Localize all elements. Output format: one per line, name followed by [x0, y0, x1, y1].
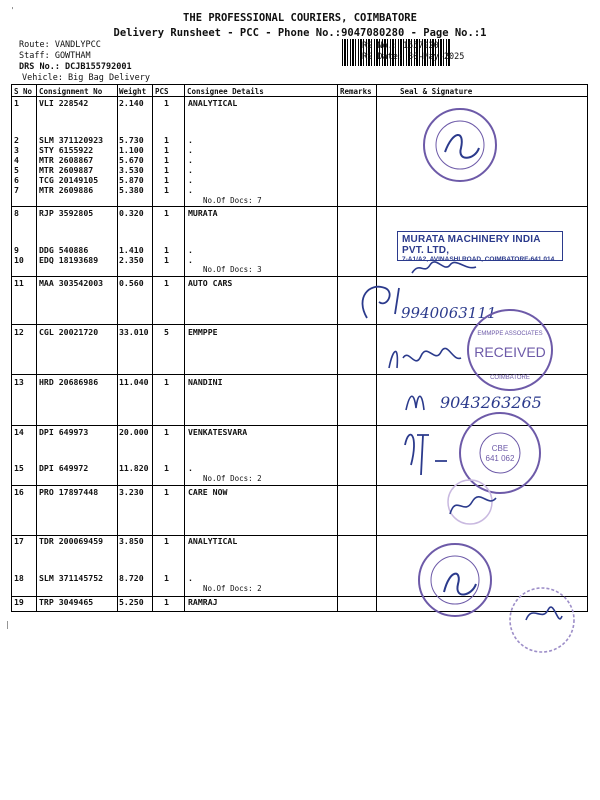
- analytical-stamp-1: [405, 100, 515, 190]
- table-cell: .: [188, 165, 193, 175]
- table-cell: 33.010: [119, 327, 149, 337]
- col-seal: Seal & Signature: [400, 87, 473, 96]
- table-cell: 18: [14, 573, 24, 583]
- table-cell: SLM 371145752: [39, 573, 104, 583]
- table-cell: .: [188, 185, 193, 195]
- corner-mark: ': [10, 6, 15, 15]
- table-cell: 8.720: [119, 573, 144, 583]
- svg-text:EMMPPE ASSOCIATES: EMMPPE ASSOCIATES: [477, 331, 543, 337]
- table-cell: 0.320: [119, 208, 144, 218]
- table-cell: 13: [14, 377, 24, 387]
- table-cell: DPI 649973: [39, 427, 89, 437]
- table-cell: 8: [14, 208, 19, 218]
- col-pcs: PCS: [155, 87, 169, 96]
- route-label: Route: VANDLYPCC: [19, 40, 101, 50]
- docs-count: No.Of Docs: 2: [203, 474, 262, 483]
- table-cell: 1: [164, 255, 169, 265]
- col-weight: Weight: [119, 87, 147, 96]
- table-cell: 1: [164, 135, 169, 145]
- table-cell: TDR 200069459: [39, 536, 104, 546]
- table-cell: 5.250: [119, 597, 144, 607]
- svg-text:RECEIVED: RECEIVED: [474, 344, 546, 360]
- table-cell: 2: [14, 135, 19, 145]
- table-cell: PRO 17897448: [39, 487, 99, 497]
- table-cell: 14: [14, 427, 24, 437]
- table-cell: 1.410: [119, 245, 144, 255]
- staff-label: Staff: GOWTHAM: [19, 51, 91, 61]
- docs-count: No.Of Docs: 7: [203, 196, 262, 205]
- table-cell: 1: [164, 377, 169, 387]
- table-cell: 1: [164, 463, 169, 473]
- table-cell: MURATA: [188, 208, 218, 218]
- table-cell: .: [188, 135, 193, 145]
- table-cell: MTR 2609887: [39, 165, 94, 175]
- col-consignment: Consignment No: [39, 87, 103, 96]
- table-cell: 1: [164, 175, 169, 185]
- table-cell: 1: [164, 278, 169, 288]
- table-cell: ANALYTICAL: [188, 98, 238, 108]
- table-cell: 1: [164, 98, 169, 108]
- table-cell: 1: [164, 165, 169, 175]
- table-cell: TCG 20149105: [39, 175, 99, 185]
- table-cell: .: [188, 245, 193, 255]
- table-cell: 11.820: [119, 463, 149, 473]
- table-cell: VENKATESVARA: [188, 427, 248, 437]
- runsheet-subtitle: Delivery Runsheet - PCC - Phone No.:9047080280 - Page No.:1: [113, 27, 487, 39]
- table-cell: 20.000: [119, 427, 149, 437]
- table-cell: 1.100: [119, 145, 144, 155]
- margin-mark: |: [5, 620, 10, 629]
- emmppe-signature: [385, 338, 465, 378]
- ramraj-stamp: [500, 580, 590, 660]
- table-cell: 9: [14, 245, 19, 255]
- table-cell: 1: [164, 487, 169, 497]
- svg-text:COIMBATORE: COIMBATORE: [490, 375, 530, 381]
- table-cell: 10: [14, 255, 24, 265]
- table-cell: 1: [164, 185, 169, 195]
- table-cell: 17: [14, 536, 24, 546]
- table-cell: 12: [14, 327, 24, 337]
- rs-no: RS No.: 1557920: [362, 41, 439, 51]
- table-cell: 1: [164, 155, 169, 165]
- table-cell: CARE NOW: [188, 487, 228, 497]
- table-cell: 5.730: [119, 135, 144, 145]
- table-cell: DDG 540886: [39, 245, 89, 255]
- table-cell: 3: [14, 145, 19, 155]
- table-cell: HRD 20686986: [39, 377, 99, 387]
- table-cell: .: [188, 145, 193, 155]
- table-cell: .: [188, 175, 193, 185]
- table-cell: 1: [14, 98, 19, 108]
- murata-stamp: MURATA MACHINERY INDIA PVT. LTD, 7-A1/A2, AVINASHI ROAD, COIMBATORE-641 014: [397, 231, 563, 261]
- table-cell: VLI 228542: [39, 98, 89, 108]
- table-cell: MTR 2609886: [39, 185, 94, 195]
- table-cell: 2.140: [119, 98, 144, 108]
- table-cell: RAMRAJ: [188, 597, 218, 607]
- table-cell: MAA 303542003: [39, 278, 104, 288]
- docs-count: No.Of Docs: 2: [203, 584, 262, 593]
- table-cell: .: [188, 255, 193, 265]
- table-cell: 5.670: [119, 155, 144, 165]
- svg-text:CBE: CBE: [491, 444, 509, 453]
- docs-count: No.Of Docs: 3: [203, 265, 262, 274]
- table-cell: ANALYTICAL: [188, 536, 238, 546]
- table-cell: TRP 3049465: [39, 597, 94, 607]
- carenow-signature: [430, 478, 520, 528]
- svg-text:9043263265: 9043263265: [440, 393, 542, 412]
- table-cell: 1: [164, 245, 169, 255]
- table-cell: 11.040: [119, 377, 149, 387]
- table-cell: 1: [164, 145, 169, 155]
- company-title: THE PROFESSIONAL COURIERS, COIMBATORE: [183, 12, 417, 24]
- table-cell: CGL 20021720: [39, 327, 99, 337]
- table-cell: 1: [164, 536, 169, 546]
- table-cell: SLM 371120923: [39, 135, 104, 145]
- svg-text:9940063111: 9940063111: [401, 304, 497, 322]
- table-cell: 15: [14, 463, 24, 473]
- table-cell: .: [188, 573, 193, 583]
- table-cell: MTR 2608867: [39, 155, 94, 165]
- table-cell: 1: [164, 597, 169, 607]
- analytical-stamp-2: [410, 540, 510, 620]
- table-cell: EDQ 18193689: [39, 255, 99, 265]
- table-cell: 19: [14, 597, 24, 607]
- table-cell: .: [188, 463, 193, 473]
- vehicle-label: Vehicle: Big Bag Delivery: [22, 73, 150, 83]
- table-cell: 3.850: [119, 536, 144, 546]
- table-cell: 3.530: [119, 165, 144, 175]
- table-cell: STY 6155922: [39, 145, 94, 155]
- table-cell: 0.560: [119, 278, 144, 288]
- table-cell: 4: [14, 155, 19, 165]
- table-cell: AUTO CARS: [188, 278, 233, 288]
- table-cell: DPI 649972: [39, 463, 89, 473]
- table-cell: 1: [164, 573, 169, 583]
- table-cell: 16: [14, 487, 24, 497]
- table-cell: 3.230: [119, 487, 144, 497]
- svg-text:641 062: 641 062: [485, 454, 515, 463]
- rs-date: RS Date: 30-May-2025: [362, 52, 465, 62]
- table-cell: 5.870: [119, 175, 144, 185]
- table-cell: 5: [14, 165, 19, 175]
- table-cell: .: [188, 155, 193, 165]
- col-remarks: Remarks: [340, 87, 372, 96]
- table-cell: 6: [14, 175, 19, 185]
- col-sno: S No: [14, 87, 33, 96]
- table-cell: RJP 3592805: [39, 208, 94, 218]
- table-cell: 5.380: [119, 185, 144, 195]
- table-cell: NANDINI: [188, 377, 223, 387]
- col-consignee: Consignee Details: [187, 87, 264, 96]
- table-cell: 7: [14, 185, 19, 195]
- table-cell: 5: [164, 327, 169, 337]
- murata-signature: [410, 259, 480, 279]
- drs-label: DRS No.: DCJB155792001: [19, 62, 132, 72]
- table-cell: EMMPPE: [188, 327, 218, 337]
- table-cell: 1: [164, 427, 169, 437]
- table-cell: 1: [164, 208, 169, 218]
- table-cell: 11: [14, 278, 24, 288]
- table-cell: 2.350: [119, 255, 144, 265]
